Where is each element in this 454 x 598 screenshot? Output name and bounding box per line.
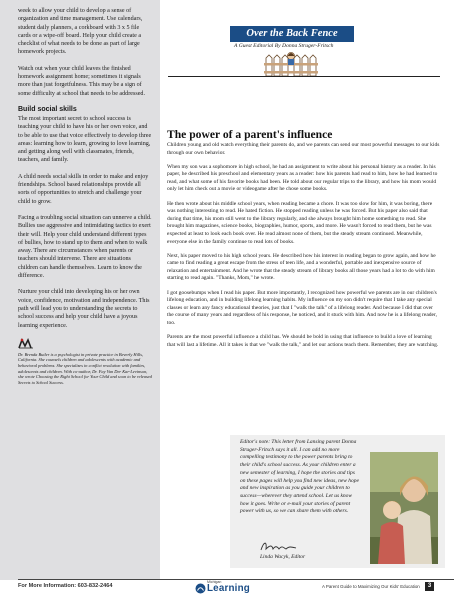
logo-brand: Learning	[207, 583, 250, 594]
editor-signature	[258, 539, 298, 553]
article-paragraph: Parents are the most powerful influence a child has. We should be bold in using that influence to build a love of learning that will last a lifetime. All it takes is that we "walk the talk," and let our actions teach them. Remember, they are watching.	[167, 333, 439, 348]
article-paragraph: I got goosebumps when I read his paper. But more importantly, I recognized how powerful we parents are in our children's lifelong education, and in building lifelong learning habits. My influence on my son didn't require that I take any special classes or learn any fancy educational theories, just that I "walk the talk" of a lifelong reader. And because I did that over the course of many years and regardless of his response, he noticed, and it stuck with him. And now he is a lifelong reader, too.	[167, 289, 437, 326]
sidebar-heading: Build social skills	[18, 105, 77, 113]
article-paragraph: Next, his paper moved to his high school years. He described how his interest in reading began to grow again, and how he came to find reading a great escape from the stress of teen life, and a wonderful, portable and inexpensive source of relaxation and entertainment. And he wrote that the steady stream of library books all those years had a lot to do with him starting to read again. "Thanks, Mom," he wrote.	[167, 252, 436, 282]
author-logo-icon	[18, 338, 34, 349]
family-photo	[370, 452, 438, 564]
article-paragraph: Children young and old watch everything their parents do, and we parents can send our most powerful messages to our kids through our own behavior.	[167, 142, 440, 156]
author-credit: Dr. Brenda Butler is a psychologist in private practice in Beverly Hills, California. She counsels children and adolescents with academic and behavioral problems. She specializes in conflict resolution with families, adolescents and children. With co-author, Dr. Fay Van Der Kar-Levinson, she wrote Choosing the Right School for Your Child and soon to be released Secrets to School Success.	[18, 351, 152, 385]
main-column	[160, 0, 454, 580]
logo-mark-icon	[195, 583, 206, 594]
article-title: The power of a parent's influence	[167, 128, 333, 141]
editor-note-text: Editor's note: This letter from Lansing parent Donna Struger-Fritsch says it all. I can add no more compelling testimony to the power parents bring to their child's school success. As your children enter a new semester of learning, I hope the stories and tips on these pages will help you find new ideas, new hope and new inspiration as you guide your children to success—wherever they attend school. Let us know how it goes. Write or e-mail your stories of parent power with us, so we can share them with others.	[240, 439, 359, 515]
editor-note-box	[230, 435, 445, 568]
sidebar-paragraph: Facing a troubling social situation can unnerve a child. Bullies use aggressive and intimidating tactics to exert their will. Help your child understand different types of bullies, how to stand up to them and when to walk away. There are circumstances when parents or teachers should intervene. There are situations children can handle themselves. Learn to know the difference.	[18, 214, 152, 280]
banner-rule	[168, 76, 440, 77]
logo-subtitle: Michigan	[207, 580, 222, 584]
column-byline: A Guest Editorial By Donna Struger-Fritsch	[234, 43, 334, 49]
column-banner: Over the Back Fence	[230, 26, 354, 42]
article-paragraph: When my son was a sophomore in high school, he had an assignment to write about his personal history as a reader. In his paper, he described his preschool and elementary years as a reader: how his parents had read to him, how he had learned to read, and what some of his favorite books had been. He told about our regular trips to the library, and how his mom would only let him check out a movie or videogame after he chose some books.	[167, 163, 438, 193]
footer-contact: For More Information: 603-832-2464	[18, 583, 113, 589]
sidebar-paragraph: week to allow your child to develop a sense of organization and time management. Use calendars, student daily planners, a corkboard with 3 x 5 file cards or a wipe-off board. Help your child create a checklist of what needs to be done as part of large homework projects.	[18, 8, 143, 56]
sidebar-paragraph: Nurture your child into developing his or her own voice, confidence, motivation and independence. This path will lead you to understanding the secrets to school success and help your child have a joyous learning experience.	[18, 289, 150, 329]
article-body	[167, 142, 441, 356]
sidebar-paragraph: A child needs social skills in order to make and enjoy friendships. School based relationships provide all sorts of opportunities to stretch and challenge your child to grow.	[18, 173, 149, 205]
sidebar-paragraph: The most important secret to school success is teaching your child to have his or her own voice, and to be able to use that voice effectively to develop three areas: learning how to learn, growing to love learning, and getting along well with classmates, friends, teachers, and family.	[18, 115, 152, 164]
editor-signer: Linda Wacyk, Editor	[260, 554, 306, 560]
sidebar-paragraph: Watch out when your child leaves the finished homework assignment home; sometimes it signals more than just forgetfulness. This may be a sign of some difficulty at school that needs to be addressed.	[18, 65, 145, 97]
footer-tagline: A Parent Guide to Maximizing Our Kids' Education	[322, 584, 420, 589]
fence-illustration-icon	[262, 48, 320, 76]
page-number: 3	[425, 582, 434, 591]
publication-logo	[195, 580, 255, 597]
article-paragraph: He then wrote about his middle school years, when reading became a chore. It was too slow for him, it was boring, there was nothing interesting to read. He hated fiction. He stopped reading unless he was forced. But his paper also said that during that time, his mom still went to the library regularly, and she always brought him home something to read. She brought him magazines, science books, biographies, humor, sports, and more. He wasn't forced to read them, but he was expected at least to look each book over. He read almost none of them, but the steady stream continued. Meanwhile, everyone else in the family continue to read lots of books.	[167, 200, 433, 245]
sidebar-column	[0, 0, 160, 580]
